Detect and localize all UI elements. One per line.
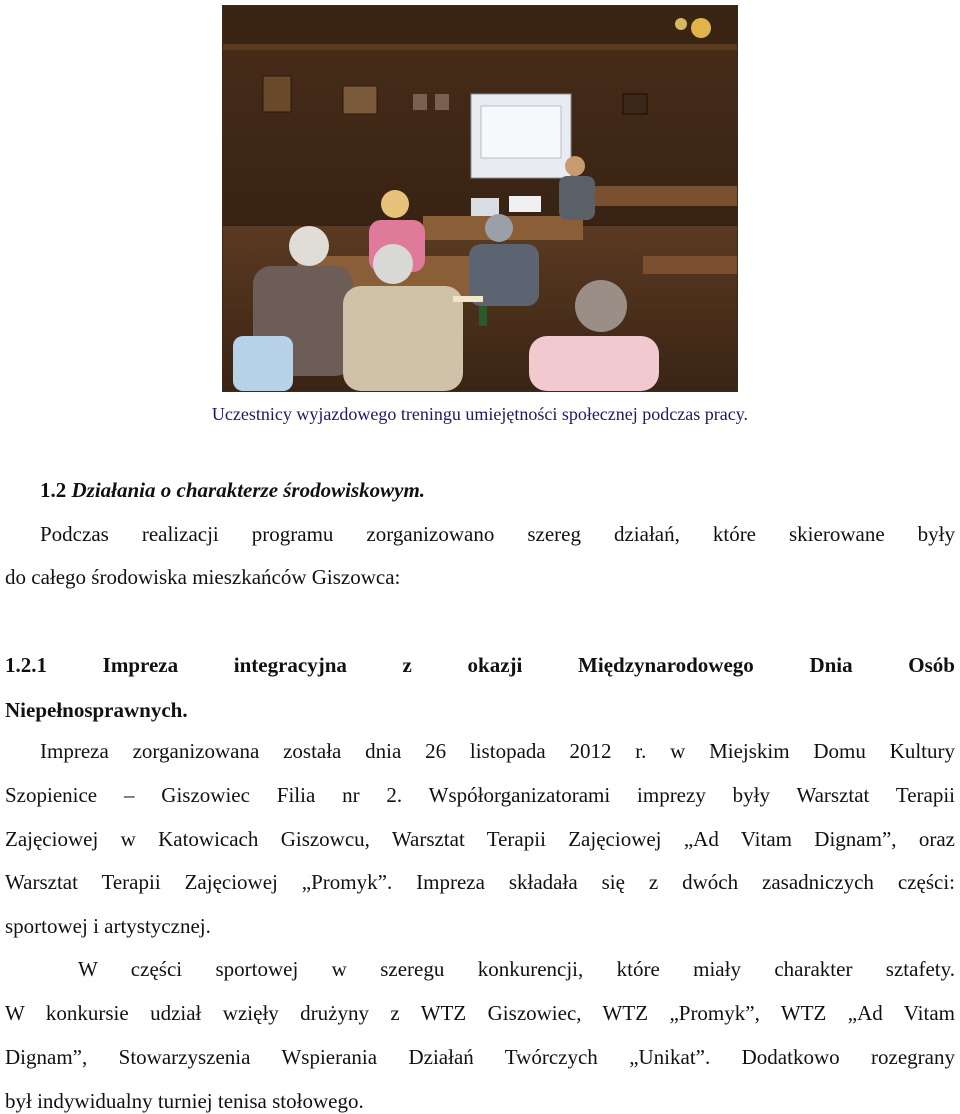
sport-line-4: był indywidualny turniej tenisa stołowego.	[5, 1089, 364, 1113]
body-line-3: Zajęciowej w Katowicach Giszowcu, Warsztat Terapii Zajęciowej „Ad Vitam Dignam”, oraz	[5, 827, 955, 851]
section-number: 1.2	[40, 478, 67, 502]
section-heading-1-2-1: 1.2.1 Impreza integracyjna z okazji Międzynarodowego Dnia Osób	[5, 653, 955, 677]
body-line-4: Warsztat Terapii Zajęciowej „Promyk”. Impreza składała się z dwóch zasadniczych części:	[5, 870, 955, 894]
intro-line-2: do całego środowiska mieszkańców Giszowca:	[5, 565, 401, 589]
sport-line-2: W konkursie udział wzięły drużyny z WTZ Giszowiec, WTZ „Promyk”, WTZ „Ad Vitam	[5, 1001, 955, 1025]
body-line-1: Impreza zorganizowana została dnia 26 listopada 2012 r. w Miejskim Domu Kultury	[40, 739, 955, 763]
section-title: Działania o charakterze środowiskowym.	[71, 478, 426, 502]
body-line-5: sportowej i artystycznej.	[5, 914, 211, 938]
intro-line-1: Podczas realizacji programu zorganizowano szereg działań, które skierowane były	[40, 522, 955, 546]
body-line-2: Szopienice – Giszowiec Filia nr 2. Współorganizatorami imprezy były Warsztat Terapii	[5, 783, 955, 807]
photo-illustration	[223, 6, 737, 391]
sport-line-3: Dignam”, Stowarzyszenia Wspierania Działań Twórczych „Unikat”. Dodatkowo rozegrany	[5, 1045, 955, 1069]
section-heading-1-2-1-cont: Niepełnosprawnych.	[5, 698, 188, 722]
photo-caption: Uczestnicy wyjazdowego treningu umiejętności społecznej podczas pracy.	[211, 404, 749, 424]
sport-line-1: W części sportowej w szeregu konkurencji, które miały charakter sztafety.	[78, 957, 955, 981]
section-heading-1-2	[40, 479, 940, 501]
workshop-photo	[222, 5, 738, 392]
